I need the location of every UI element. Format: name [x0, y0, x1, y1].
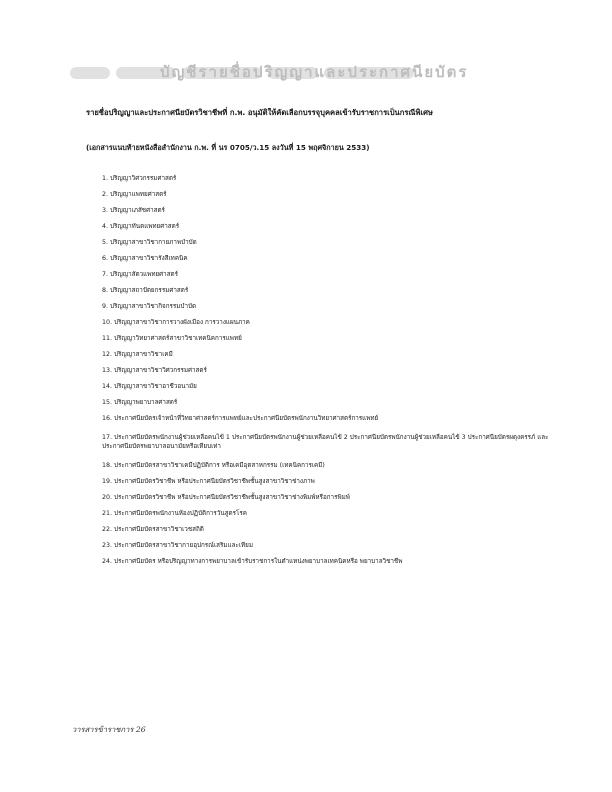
list-item: 5. ปริญญาสาขาวิชากายภาพบำบัด: [102, 239, 197, 246]
list-item: 12. ปริญญาสาขาวิชาเคมี: [102, 351, 173, 358]
document-subtitle: (เอกสารแนบท้ายหนังสือสำนักงาน ก.พ. ที่ นร 0705/ว.15 ลงวันที่ 15 พฤศจิกายน 2533): [86, 143, 370, 152]
list-item: 22. ประกาศนียบัตรสาขาวิชาเวชสถิติ: [102, 526, 204, 533]
list-item: 15. ปริญญาพยาบาลศาสตร์: [102, 399, 178, 406]
list-item: 7. ปริญญาสัตวแพทยศาสตร์: [102, 271, 179, 278]
footer-page-note: วารสารข้าราชการ 26: [72, 725, 146, 734]
list-item: 24. ประกาศนียบัตร หรือปริญญาทางการพยาบาลเข้ารับราชการในตำแหน่งพยาบาลเทคนิคหรือ พยาบาลวิชาชีพ: [102, 558, 403, 565]
header-banner-text: บัญชีรายชื่อปริญญาและประกาศนียบัตร: [160, 63, 469, 81]
list-item: 1. ปริญญาวิศวกรรมศาสตร์: [102, 175, 177, 182]
scan-smudge: [70, 67, 110, 79]
list-item: 10. ปริญญาสาขาวิชาการวางผังเมือง การวางแผนภาค: [102, 319, 250, 326]
list-item: 19. ประกาศนียบัตรวิชาชีพ หรือประกาศนียบัตรวิชาชีพชั้นสูงสาขาวิชาช่างภาพ: [102, 478, 315, 485]
list-item: 8. ปริญญาสถาปัตยกรรมศาสตร์: [102, 287, 189, 294]
list-item: 20. ประกาศนียบัตรวิชาชีพ หรือประกาศนียบัตรวิชาชีพชั้นสูงสาขาวิชาช่างพิมพ์หรือการพิมพ์: [102, 494, 350, 501]
list-item: 2. ปริญญาแพทยศาสตร์: [102, 191, 167, 198]
list-item: 13. ปริญญาสาขาวิชาวิศวกรรมศาสตร์: [102, 367, 207, 374]
list-item: 6. ปริญญาสาขาวิชารังสีเทคนิค: [102, 255, 188, 262]
list-item: 9. ปริญญาสาขาวิชากิจกรรมบำบัด: [102, 303, 197, 310]
list-item: 17. ประกาศนียบัตรพนักงานผู้ช่วยเหลือคนไข้ 1 ประกาศนียบัตรพนักงานผู้ช่วยเหลือคนไข้ 2 ประกาศนียบัตรพนักงานผู้ช่วยเหลือคนไข้ 3 ประกาศนียบัตรผดุงครรภ์ และประกาศนียบัตรพยาบาลอนามัยหรือเทียบเท่า: [102, 434, 549, 450]
list-item: 21. ประกาศนียบัตรพนักงานห้องปฏิบัติการวันสูตรโรค: [102, 510, 247, 517]
list-item: 23. ประกาศนียบัตรสาขาวิชากายอุปกรณ์เสริมและเทียม: [102, 542, 253, 549]
list-item: 14. ปริญญาสาขาวิชาอาชีวอนามัย: [102, 383, 197, 390]
list-item: 16. ประกาศนียบัตรเจ้าหน้าที่วิทยาศาสตร์การแพทย์และประกาศนียบัตรพนักงานวิทยาศาสตร์การแพทย์: [102, 415, 379, 422]
document-title: รายชื่อปริญญาและประกาศนียบัตรวิชาชีพที่ ก.พ. อนุมัติให้คัดเลือกบรรจุบุคคลเข้ารับราชการเป็นกรณีพิเศษ: [86, 108, 433, 117]
list-item: 18. ประกาศนียบัตรสาขาวิชาเคมีปฏิบัติการ หรือเคมีอุตสาหกรรม (เทคนิคการเคมี): [102, 462, 325, 469]
list-item: 11. ปริญญาวิทยาศาสตร์สาขาวิชาเทคนิคการแพทย์: [102, 335, 242, 342]
list-item: 4. ปริญญาทันตแพทยศาสตร์: [102, 223, 180, 230]
list-item: 3. ปริญญาเภสัชศาสตร์: [102, 207, 165, 214]
